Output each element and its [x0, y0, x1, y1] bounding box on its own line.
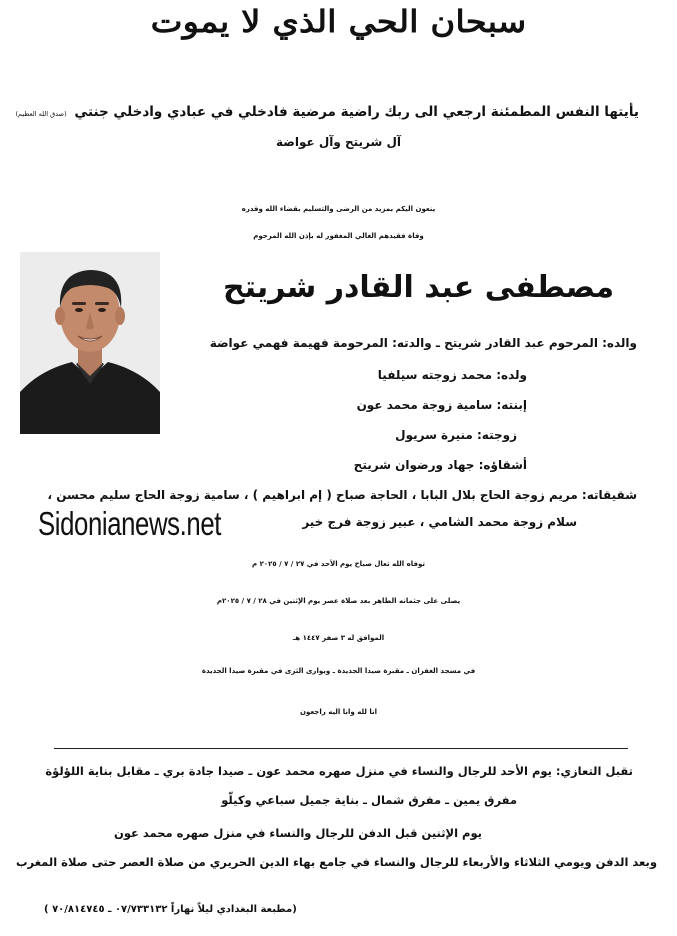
- printer-credit: (مطبعة البغدادي ليلاً نهاراً ٠٧/٧٣٣١٣٢ ـ ٧٠/٨١٤٧٤٥ ): [44, 904, 297, 915]
- death-date: توفاه الله تعال صباح يوم الأحد في ٢٧ / ٧ / ٢٠٢٥ م: [251, 560, 425, 568]
- divider: [54, 748, 628, 749]
- deceased-name: مصطفى عبد القادر شريتح: [222, 270, 615, 305]
- wife-line: زوجته: منيرة سريول: [395, 428, 517, 442]
- brothers-line: أشقاؤه: جهاد ورضوان شريتح: [353, 458, 527, 472]
- parents-line: والده: المرحوم عبد القادر شريتح ـ والدته: المرحومة فهيمة فهمي عواضة: [209, 336, 637, 350]
- daughter-line: إبنته: سامية زوجة محمد عون: [356, 398, 527, 412]
- condolences-line-4: وبعد الدفن ويومي الثلاثاء والأربعاء للرجال والنساء في جامع بهاء الدين الحريري من صلاة العصر حتى صلاة المغرب: [15, 855, 657, 869]
- condolences-line-3: يوم الإثنين قبل الدفن للرجال والنساء في منزل صهره محمد عون: [114, 826, 482, 840]
- sisters-line-1: شقيقاته: مريم زوجة الحاج بلال البابا ، الحاجة صباح ( إم ابراهيم ) ، سامية زوجة الحاج سليم محسن ،: [47, 488, 637, 502]
- funeral-prayer: يصلى على جثمانه الطاهر بعد صلاة عصر يوم الإثنين في ٢٨ / ٧ / ٢٠٢٥م: [216, 597, 461, 605]
- announcement-line-1: ينعون اليكم بمزيد من الرضى والتسليم بقضاء الله وقدره: [241, 205, 436, 213]
- son-line: ولده: محمد زوجته سيلفيا: [377, 368, 527, 382]
- calligraphy-header: سبحان الحي الذي لا يموت: [150, 4, 527, 40]
- sisters-line-2: سلام زوجة محمد الشامي ، عبير زوجة فرج خير: [302, 515, 577, 529]
- condolences-line-2: مفرق يمين ـ مفرق شمال ـ بناية جميل سباعي وكيلّو: [221, 793, 517, 807]
- deceased-photo: [20, 252, 160, 434]
- quran-verse: [15, 104, 639, 120]
- inna-lillah: انا لله وانا اليه راجعون: [299, 708, 378, 716]
- family-name: آل شريتح وآل عواضة: [275, 135, 402, 149]
- verse-citation: (صدق الله العظيم): [15, 110, 67, 118]
- portrait-illustration: [20, 252, 160, 434]
- condolences-line-1: تقبل التعازي: يوم الأحد للرجال والنساء في منزل صهره محمد عون ـ صيدا جادة بري ـ مقابل بناية اللؤلؤة: [45, 764, 633, 778]
- announcement-line-2: وفاة فقيدهم الغالي المغفور له بإذن الله المرحوم: [253, 232, 424, 240]
- verse-text: يأيتها النفس المطمئنة ارجعي الى ربك راضية مرضية فادخلي في عبادي وادخلي جنتي: [74, 104, 639, 120]
- funeral-place: في مسجد الغفران ـ مقبرة صيدا الجديدة ـ ويوارى الثرى في مقبرة صيدا الجديدة: [201, 667, 476, 675]
- hijri-date: الموافق له ٣ صفر ١٤٤٧ هـ: [292, 634, 385, 642]
- watermark: Sidonianews.net: [38, 505, 222, 542]
